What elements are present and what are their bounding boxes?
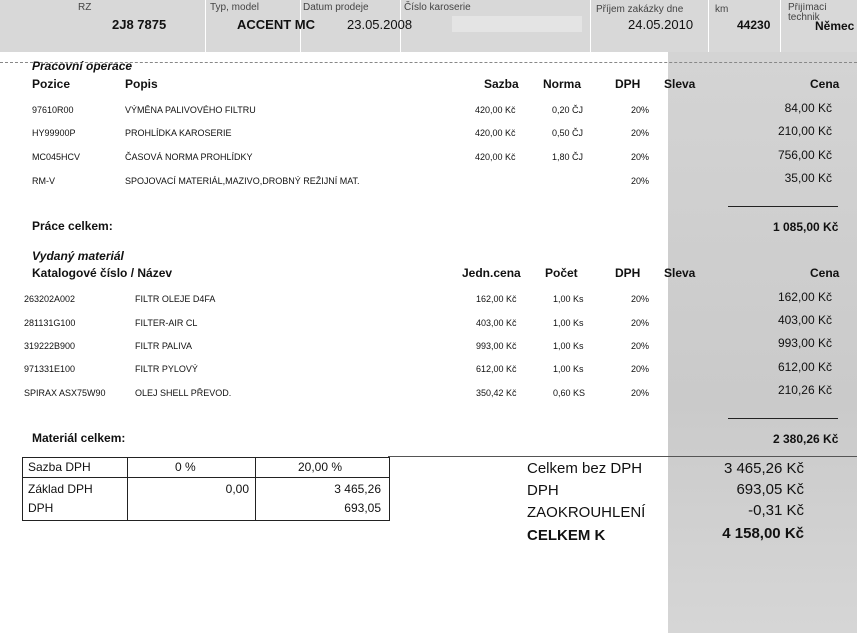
rounding-label: ZAOKROUHLENÍ [527, 504, 646, 521]
header-divider [590, 0, 591, 52]
material-name: FILTR OLEJE D4FA [135, 294, 216, 304]
work-total-label: Práce celkem: [32, 219, 113, 233]
technician-label: Přijímací technik [788, 3, 827, 23]
vat-total-label: DPH [527, 482, 559, 499]
order-date-label: Příjem zakázky dne [596, 4, 684, 15]
rounding-value: -0,31 Kč [748, 502, 804, 519]
material-total-label: Materiál celkem: [32, 431, 126, 445]
vat-base-0: 0,00 [225, 482, 249, 496]
material-vat: 20% [631, 294, 650, 304]
material-vat: 20% [631, 341, 650, 351]
material-vat: 20% [631, 318, 650, 328]
work-norm: 0,50 ČJ [552, 128, 584, 138]
material-code: 263202A002 [24, 294, 76, 304]
material-vat: 20% [631, 364, 650, 374]
order-date-value: 24.05.2010 [628, 17, 694, 32]
work-desc: SPOJOVACÍ MATERIÁL,MAZIVO,DROBNÝ REŽIJNÍ MAT. [125, 176, 360, 186]
vat-rate-0: 0 % [175, 460, 196, 474]
work-section-title: Pracovní operace [32, 59, 133, 73]
summary-rule [388, 456, 857, 457]
work-header-discount: Sleva [664, 77, 696, 91]
vin-redacted [452, 16, 582, 32]
vat-total-value: 693,05 Kč [736, 481, 804, 498]
material-qty: 1,00 Ks [553, 318, 584, 328]
material-unit-price: 350,42 Kč [476, 388, 517, 398]
work-price: 756,00 Kč [777, 148, 832, 162]
material-name: FILTR PYLOVÝ [135, 364, 198, 374]
work-rate: 420,00 Kč [475, 105, 516, 115]
model-value: ACCENT MC [237, 17, 315, 32]
material-name: FILTR PALIVA [135, 341, 193, 351]
work-header-norm: Norma [543, 77, 582, 91]
header-band [0, 0, 857, 52]
work-header-vat: DPH [615, 77, 641, 91]
material-header-discount: Sleva [664, 266, 696, 280]
km-value: 44230 [737, 18, 771, 32]
material-code: 281131G100 [24, 318, 76, 328]
material-header-price: Cena [810, 266, 840, 280]
header-divider [708, 0, 709, 52]
sale-date-label: Datum prodeje [303, 2, 369, 13]
material-price: 403,00 Kč [777, 313, 832, 327]
work-vat: 20% [631, 176, 650, 186]
net-total-value: 3 465,26 Kč [723, 460, 804, 477]
material-name: OLEJ SHELL PŘEVOD. [135, 388, 232, 398]
work-header-rate: Sazba [484, 77, 519, 91]
material-total-value: 2 380,26 Kč [773, 432, 839, 446]
material-qty: 1,00 Ks [553, 341, 584, 351]
vat-table-divider [23, 477, 389, 478]
work-vat: 20% [631, 105, 650, 115]
material-qty: 0,60 KS [553, 388, 586, 398]
work-pos: RM-V [32, 176, 55, 186]
work-desc: VÝMĚNA PALIVOVÉHO FILTRU [125, 105, 256, 115]
vat-rate-20: 20,00 % [298, 460, 343, 474]
material-name: FILTER-AIR CL [135, 318, 198, 328]
work-total-value: 1 085,00 Kč [773, 220, 839, 234]
work-rate: 420,00 Kč [475, 152, 516, 162]
work-header-price: Cena [810, 77, 840, 91]
material-total-rule [728, 418, 838, 419]
vat-amount-label: DPH [28, 501, 54, 515]
material-code: SPIRAX ASX75W90 [24, 388, 106, 398]
vat-base-20: 3 465,26 [334, 482, 381, 496]
header-divider [205, 0, 206, 52]
work-vat: 20% [631, 152, 650, 162]
material-header-qty: Počet [545, 266, 578, 280]
sale-date-value: 23.05.2008 [347, 17, 413, 32]
vat-table-divider [127, 458, 128, 520]
rz-value: 2J8 7875 [112, 17, 167, 32]
material-qty: 1,00 Ks [553, 294, 584, 304]
technician-value: Němec [815, 19, 855, 33]
work-desc: PROHLÍDKA KAROSERIE [125, 128, 232, 138]
material-section-title: Vydaný materiál [32, 249, 124, 263]
material-vat: 20% [631, 388, 650, 398]
work-header-desc: Popis [125, 77, 158, 91]
header-divider [780, 0, 781, 52]
work-desc: ČASOVÁ NORMA PROHLÍDKY [125, 152, 253, 162]
material-header-unit-price: Jedn.cena [462, 266, 521, 280]
material-price: 162,00 Kč [777, 290, 832, 304]
material-price: 210,26 Kč [777, 383, 832, 397]
vat-amount-20: 693,05 [344, 501, 381, 515]
vat-table-divider [255, 458, 256, 520]
material-code: 971331E100 [24, 364, 76, 374]
material-header-vat: DPH [615, 266, 641, 280]
work-norm: 1,80 ČJ [552, 152, 584, 162]
material-unit-price: 162,00 Kč [476, 294, 517, 304]
work-header-pos: Pozice [32, 77, 71, 91]
work-price: 84,00 Kč [784, 101, 832, 115]
vat-rate-label: Sazba DPH [28, 460, 91, 474]
grand-total-value: 4 158,00 Kč [722, 525, 804, 542]
material-unit-price: 403,00 Kč [476, 318, 517, 328]
work-pos: MC045HCV [32, 152, 81, 162]
work-price: 35,00 Kč [784, 171, 832, 185]
model-label: Typ, model [210, 2, 259, 13]
material-unit-price: 993,00 Kč [476, 341, 517, 351]
material-header-code: Katalogové číslo / Název [32, 266, 173, 280]
material-price: 993,00 Kč [777, 336, 832, 350]
vat-base-label: Základ DPH [28, 482, 93, 496]
material-price: 612,00 Kč [777, 360, 832, 374]
vat-table [22, 457, 390, 521]
rz-label: RZ [78, 2, 92, 13]
grand-total-label: CELKEM K [527, 527, 606, 544]
work-pos: HY99900P [32, 128, 76, 138]
work-rate: 420,00 Kč [475, 128, 516, 138]
material-unit-price: 612,00 Kč [476, 364, 517, 374]
work-price: 210,00 Kč [777, 124, 832, 138]
work-vat: 20% [631, 128, 650, 138]
material-code: 319222B900 [24, 341, 76, 351]
vin-label: Číslo karoserie [404, 2, 471, 13]
km-label: km [715, 4, 729, 15]
work-norm: 0,20 ČJ [552, 105, 584, 115]
net-total-label: Celkem bez DPH [527, 460, 643, 477]
work-pos: 97610R00 [32, 105, 74, 115]
material-qty: 1,00 Ks [553, 364, 584, 374]
work-total-rule [728, 206, 838, 207]
